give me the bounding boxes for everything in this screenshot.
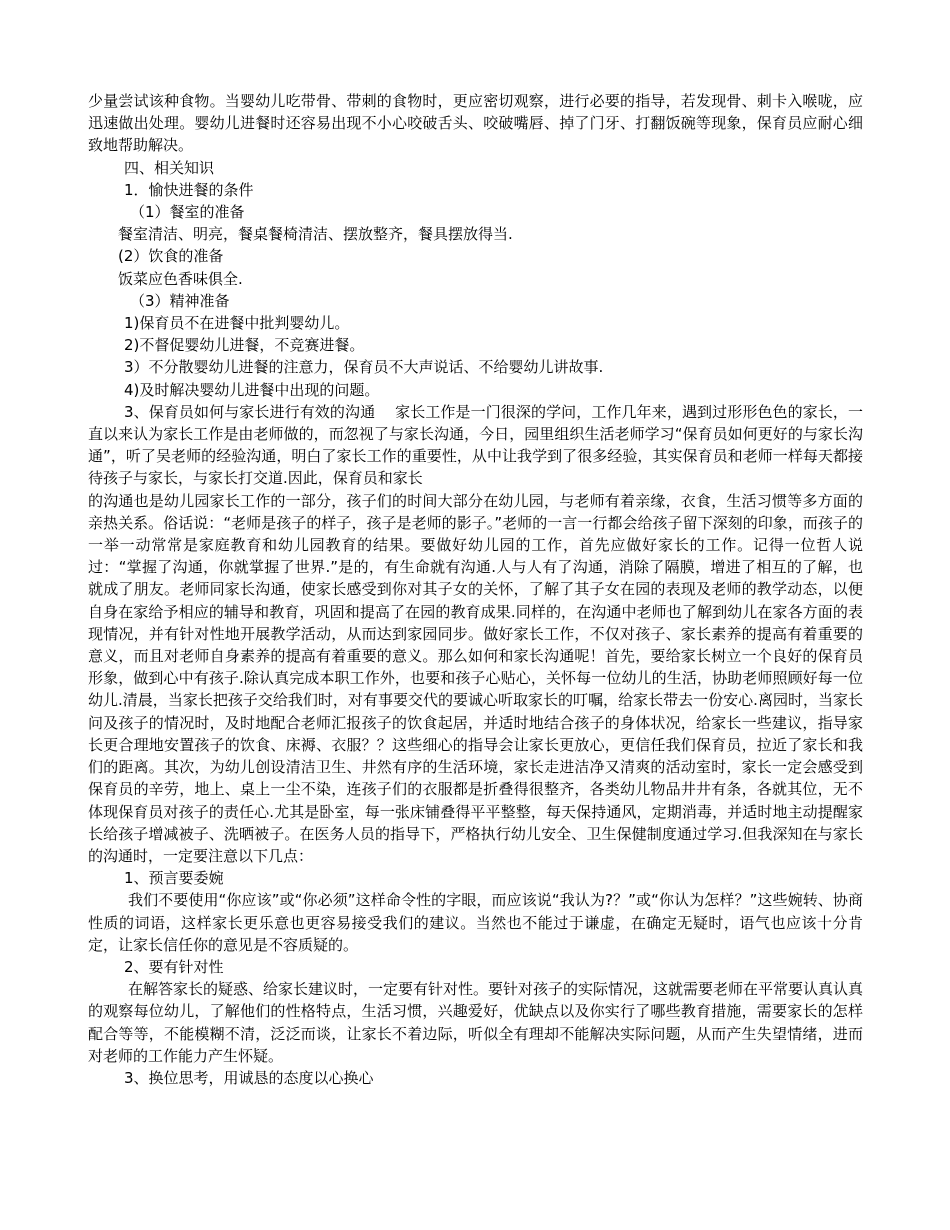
paragraph-communication: 3、保育员如何与家长进行有效的沟通 家长工作是一门很深的学问，工作几年来，遇到过形形色色的家长，一直以来认为家长工作是由老师做的，而忽视了与家长沟通，今日，园里组织生活老师学习“保育员如何更好的与家长沟通”，听了吴老师的经验沟通，明白了家长工作的重要性，从中让我学到了很多经验，其实保育员和老师一样每天都接待孩子与家长，与家长打交道.因此，保育员和家长 — [88, 402, 863, 488]
heading-section-4: 四、相关知识 — [124, 158, 215, 177]
list-item: 1)保育员不在进餐中批判婴幼儿。 — [124, 314, 350, 333]
paragraph-communication-cont: 的沟通也是幼儿园家长工作的一部分，孩子们的时间大部分在幼儿园，与老师有着亲缘，衣食，生活习惯等多方面的亲热关系。俗话说：“老师是孩子的样子，孩子是老师的影子。”老师的一言一行都会给孩子留下深刻的印象，而孩子的一举一动常常是家庭教育和幼儿园教育的结果。要做好幼儿园的工作，首先应做好家长的工作。记得一位哲人说过：“掌握了沟通，你就掌握了世界.”是的，有生命就有沟通.人与人有了沟通，消除了隔膜，增进了相互的了解，也就成了朋友。老师同家长沟通，使家长感受到你对其子女的关怀，了解了其子女在园的表现及老师的教学动态，以便自身在家给予相应的辅导和教育，巩固和提高了在园的教育成果.同样的，在沟通中老师也了解到幼儿在家各方面的表现情况，并有针对性地开展教学活动，从而达到家园同步。做好家长工作，不仅对孩子、家长素养的提高有着重要的意义，而且对老师自身素养的提高有着重要的意义。那么如何和家长沟通呢！首先，要给家长树立一个良好的保育员形象，做到心中有孩子.除认真完成本职工作外，也要和孩子心贴心，关怀每一位幼儿的生活，协助老师照顾好每一位幼儿.清晨，当家长把孩子交给我们时，对有事要交代的要诚心听取家长的叮嘱，给家长带去一份安心.离园时，当家长问及孩子的情况时，及时地配合老师汇报孩子的饮食起居，并适时地结合孩子的身体状况，给家长一些建议，指导家长更合理地安置孩子的饮食、床褥、衣服？？这些细心的指导会让家长更放心，更信任我们保育员，拉近了家长和我们的距离。其次，为幼儿创设清洁卫生、井然有序的生活环境，家长走进洁净又清爽的活动室时，家长一定会感受到保育员的辛劳，地上、桌上一尘不染，连孩子们的衣服都是折叠得很整齐，各类幼儿物品井井有条，各就其位，无不体现保育员对孩子的责任心.尤其是卧室，每一张床铺叠得平平整整，每天保持通风，定期消毒，并适时地主动提醒家长给孩子增减被子、洗晒被子。在医务人员的指导下，严格执行幼儿安全、卫生保健制度通过学习.但我深知在与家长的沟通时，一定要注意以下几点： — [88, 491, 863, 865]
heading-point-2: 2、要有针对性 — [124, 957, 224, 976]
heading-4-1-1: （1）餐室的准备 — [130, 203, 245, 222]
paragraph-yinshi: 饭菜应色香味俱全. — [118, 269, 243, 288]
paragraph-intro: 少量尝试该种食物。当婴幼儿吃带骨、带刺的食物时，更应密切观察，进行必要的指导，若发现骨、刺卡入喉咙，应迅速做出处理。婴幼儿进餐时还容易出现不小心咬破舌头、咬破嘴唇、掉了门牙、打翻饭碗等现象，保育员应耐心细致地帮助解决。 — [88, 92, 863, 155]
heading-point-1: 1、预言要委婉 — [124, 869, 224, 888]
paragraph-point-1: 我们不要使用“你应该”或“你必须”这样命令性的字眼，而应该说“我认为?？”或“你认为怎样？”这些婉转、协商性质的词语，这样家长更乐意也更容易接受我们的建议。当然也不能过于谦虚，在确定无疑时，语气也应该十分肯定，让家长信任你的意见是不容质疑的。 — [88, 891, 863, 954]
heading-4-1: 1．愉快进餐的条件 — [124, 180, 254, 199]
paragraph-point-2: 在解答家长的疑惑、给家长建议时，一定要有针对性。要针对孩子的实际情况，这就需要老师在平常要认真认真的观察每位幼儿，了解他们的性格特点，生活习惯，兴趣爱好，优缺点以及你实行了哪些教育措施，需要家长的怎样配合等等，不能模糊不清，泛泛而谈，让家长不着边际，听似全有理却不能解决实际问题，从而产生失望情绪，进而对老师的工作能力产生怀疑。 — [88, 980, 864, 1065]
heading-4-1-2: (2）饮食的准备 — [118, 247, 224, 266]
document-page — [88, 90, 863, 1089]
list-item: 2)不督促婴幼儿进餐，不竞赛进餐。 — [124, 336, 365, 355]
list-item: 4)及时解决婴幼儿进餐中出现的问题。 — [124, 380, 380, 399]
paragraph-canshi: 餐室清洁、明亮，餐桌餐椅清洁、摆放整齐，餐具摆放得当. — [118, 225, 513, 244]
heading-4-1-3: （3）精神准备 — [130, 291, 230, 310]
list-item: 3）不分散婴幼儿进餐的注意力，保育员不大声说话、不给婴幼儿讲故事. — [124, 358, 604, 377]
heading-point-3: 3、换位思考，用诚恳的态度以心换心 — [124, 1068, 374, 1087]
